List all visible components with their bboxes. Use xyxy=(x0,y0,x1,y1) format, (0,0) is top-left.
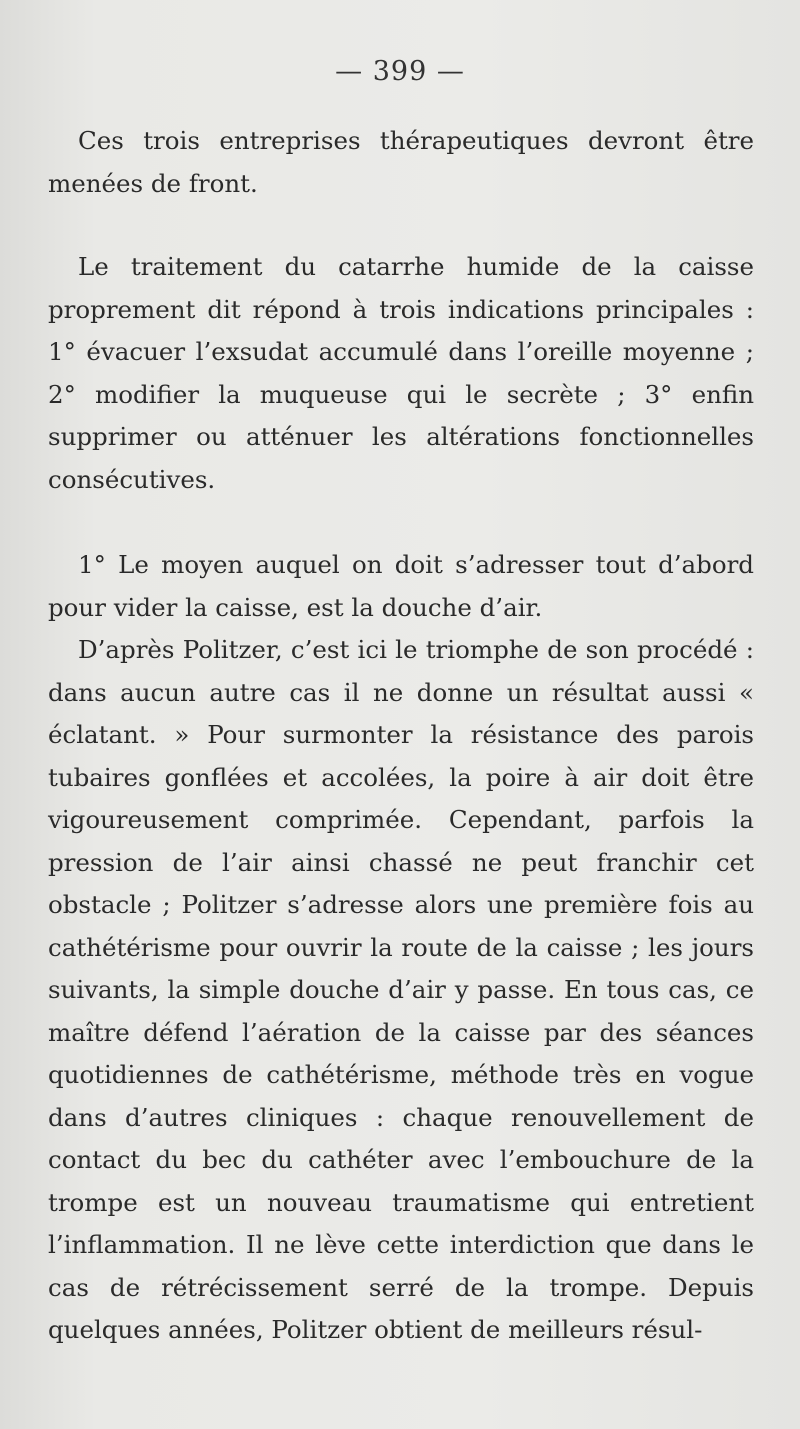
paragraph: Ces trois entreprises thérapeutiques devront être menées de front. xyxy=(48,126,754,198)
paragraph-air-douche xyxy=(48,544,754,1352)
paragraph: 1° Le moyen auquel on doit s’adresser tout d’abord pour vider la caisse, est la douche d’air. xyxy=(48,550,754,622)
paragraph: Le traitement du catarrhe humide de la caisse proprement dit répond à trois indications principales : 1° évacuer l’exsudat accumulé dans l’oreille moyenne ; 2° modifier la muqueuse qui le secrète ; 3° enfin supprimer ou atténuer les altérations fonctionnelles consécutives. xyxy=(48,252,754,494)
paragraph-treatment xyxy=(48,246,754,501)
paragraph: D’après Politzer, c’est ici le triomphe de son procédé : dans aucun autre cas il ne donne un résultat aussi « éclatant. » Pour surmonter la résistance des parois tubaires gonflées et accolées, la poire à air doit être vigoureusement comprimée. Cependant, parfois la pression de l’air ainsi chassé ne peut franchir cet obstacle ; Politzer s’adresse alors une première fois au cathétérisme pour ouvrir la route de la caisse ; les jours suivants, la simple douche d’air y passe. En tous cas, ce maître défend l’aération de la caisse par des séances quotidiennes de cathétérisme, méthode très en vogue dans d’autres cliniques : chaque renouvellement de contact du bec du cathéter avec l’embouchure de la trompe est un nouveau traumatisme qui entretient l’inflammation. Il ne lève cette interdiction que dans le cas de rétrécissement serré de la trompe. Depuis quelques années, Politzer obtient de meilleurs résul- xyxy=(48,635,754,1344)
paragraph-intro xyxy=(48,120,754,205)
page-number: — 399 — xyxy=(335,56,465,87)
